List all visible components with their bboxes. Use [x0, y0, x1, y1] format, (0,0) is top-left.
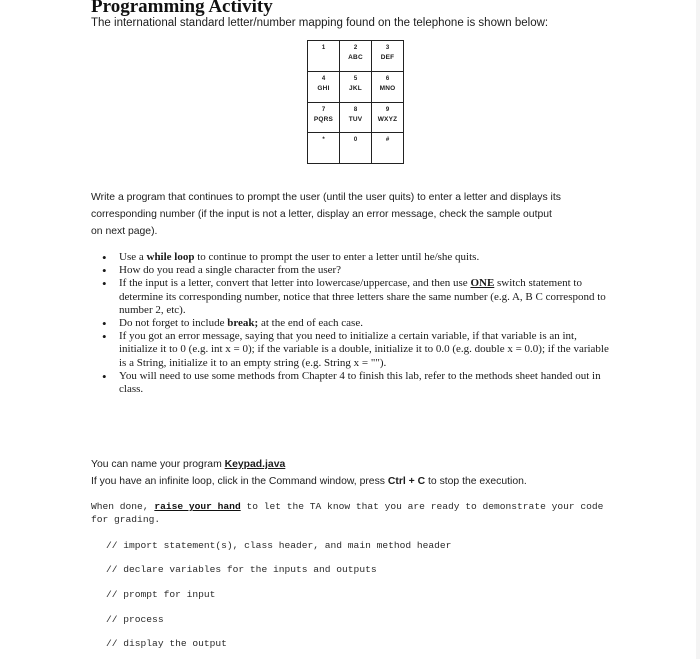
key-9: 9 WXYZ	[372, 102, 404, 133]
list-item: • How do you read a single character from the user?	[102, 264, 612, 277]
key-hash: #	[372, 133, 404, 164]
infinite-loop-note: If you have an infinite loop, click in the Command window, press Ctrl + C to stop the execution.	[91, 476, 527, 487]
keypad-row	[308, 102, 404, 133]
list-item: • If you got an error message, saying that you need to initialize a certain variable, if that variable is an int, initialize it to 0 (e.g. int x = 0); if the variable is a double, initialize it to 0.0 (e.g. double x = 0.0); if the variable is a String, initialize it to an empty string (e.g. String x = "").	[102, 330, 612, 370]
intro-paragraph: Write a program that continues to prompt the user (until the user quits) to enter a letter and displays its corresponding number (if the input is not a letter, display an error message, check the sample output on next page).	[91, 192, 561, 237]
done-note: When done, raise your hand to let the TA know that you are ready to demonstrate your code for grading.	[91, 501, 604, 525]
code-comment: // process	[106, 614, 164, 625]
key-1: 1	[308, 41, 340, 72]
subtitle: The international standard letter/number mapping found on the telephone is shown below:	[91, 17, 549, 29]
page-title: Programming Activity	[91, 0, 273, 17]
list-item: • Use a while loop to continue to prompt the user to enter a letter until he/she quits.	[102, 251, 612, 264]
code-comment: // display the output	[106, 638, 227, 649]
list-item: • Do not forget to include break; at the end of each case.	[102, 317, 612, 330]
keypad-row	[308, 71, 404, 102]
key-5: 5 JKL	[340, 71, 372, 102]
code-comment: // declare variables for the inputs and outputs	[106, 564, 377, 575]
key-6: 6 MNO	[372, 71, 404, 102]
list-item: • If the input is a letter, convert that letter into lowercase/uppercase, and then use ONE switch statement to determine its corresponding number, notice that three letters share the same number (e.g. A, B C correspond to number 2, etc).	[102, 277, 612, 317]
keypad-row	[308, 133, 404, 164]
key-3: 3 DEF	[372, 41, 404, 72]
key-7: 7 PQRS	[308, 102, 340, 133]
key-2: 2 ABC	[340, 41, 372, 72]
naming-note: You can name your program Keypad.java	[91, 459, 286, 470]
key-0: 0	[340, 133, 372, 164]
instruction-list	[102, 251, 612, 396]
page-edge	[696, 0, 700, 659]
telephone-keypad	[307, 40, 404, 164]
list-item: • You will need to use some methods from Chapter 4 to finish this lab, refer to the methods sheet handed out in class.	[102, 370, 612, 396]
code-comment: // prompt for input	[106, 589, 216, 600]
key-4: 4 GHI	[308, 71, 340, 102]
key-star: *	[308, 133, 340, 164]
program-notes	[91, 456, 611, 490]
keypad-row	[308, 41, 404, 72]
key-8: 8 TUV	[340, 102, 372, 133]
code-comment: // import statement(s), class header, and main method header	[106, 540, 452, 551]
